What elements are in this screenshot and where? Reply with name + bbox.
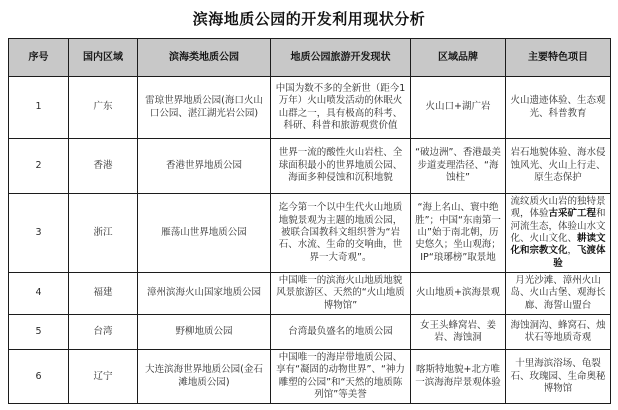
column-header: 滨海类地质公园 <box>138 39 271 77</box>
table-cell: 海蚀洞沟、蜂窝石、烛状石等地质奇观 <box>506 315 611 350</box>
table-cell: 5 <box>9 315 69 350</box>
table-row <box>9 194 611 273</box>
column-header: 序号 <box>9 39 69 77</box>
table-cell: 2 <box>9 139 69 194</box>
table-cell: 漳州滨海火山国家地质公园 <box>138 273 271 315</box>
table-cell: 浙江 <box>69 194 138 273</box>
table-cell: 6 <box>9 350 69 404</box>
table-cell: 流纹质火山岩的独特景观，体验古采矿工程和河流生态，体验山水文化、火山文化、耕读文化和宗教文化，飞渡体验 <box>506 194 611 273</box>
column-header: 国内区域 <box>69 39 138 77</box>
column-header: 区域品牌 <box>411 39 506 77</box>
table-cell: 火山口+湖广岩 <box>411 77 506 139</box>
table-row <box>9 77 611 139</box>
table-cell: 1 <box>9 77 69 139</box>
table-cell: 女王头蜂窝岩、姜岩、海蚀洞 <box>411 315 506 350</box>
table-cell: 中国唯一的滨海火山地质地貌风景旅游区、天然的“火山地质博物馆” <box>271 273 411 315</box>
table-cell: 雷琼世界地质公园(海口火山口公园、湛江湖光岩公园) <box>138 77 271 139</box>
table-body <box>9 77 611 404</box>
page-title: 滨海地质公园的开发利用现状分析 <box>192 10 426 28</box>
table-cell: 香港世界地质公园 <box>138 139 271 194</box>
table-cell: “破边洲”、香港最美步道麦理浩径、“海蚀柱” <box>411 139 506 194</box>
table-row <box>9 273 611 315</box>
column-header: 地质公园旅游开发现状 <box>271 39 411 77</box>
table-row <box>9 350 611 404</box>
table-cell: 香港 <box>69 139 138 194</box>
table-row <box>9 315 611 350</box>
table-cell: 十里海滨浴场、龟裂石、玫瑰园、生命奥秘博物馆 <box>506 350 611 404</box>
table-cell: 辽宁 <box>69 350 138 404</box>
table-cell: 世界一流的酸性火山岩柱、全球面积最小的世界地质公园、海面多种侵蚀和沉积地貌 <box>271 139 411 194</box>
table-cell: 台湾 <box>69 315 138 350</box>
table-cell: 雁荡山世界地质公园 <box>138 194 271 273</box>
table-cell: 野柳地质公园 <box>138 315 271 350</box>
table-cell: 福建 <box>69 273 138 315</box>
table-cell: 迄今第一个以中生代火山地质地貌景观为主题的地质公园，被联合国教科文组织誉为“岩石、水流、生命的交响曲，世界一大奇观”。 <box>271 194 411 273</box>
table-cell: 火山遗迹体验、生态观光、科普教育 <box>506 77 611 139</box>
table-cell: 火山地质+滨海景观 <box>411 273 506 315</box>
table-row <box>9 139 611 194</box>
table-cell: 4 <box>9 273 69 315</box>
table-cell: 大连滨海世界地质公园(金石滩地质公园) <box>138 350 271 404</box>
table-cell: 台湾最负盛名的地质公园 <box>271 315 411 350</box>
table-cell: 中国为数不多的全新世（距今1万年）火山喷发活动的休眠火山群之一，具有极高的科考、科研、科普和旅游观赏价值 <box>271 77 411 139</box>
header-row <box>9 39 611 77</box>
table-cell: 月光沙滩、漳州火山岛、火山古堡、观海长廊、海誓山盟台 <box>506 273 611 315</box>
geoparks-table <box>8 38 611 404</box>
table-cell: 广东 <box>69 77 138 139</box>
table-cell: 岩石地貌体验、海水侵蚀风光、火山上行走、原生态保护 <box>506 139 611 194</box>
table-cell: 喀斯特地貌+北方唯一滨海海岸景观体验 <box>411 350 506 404</box>
table-cell: 3 <box>9 194 69 273</box>
table-cell: 中国唯一的海岸带地质公园、享有“凝固的动物世界”、“神力雕塑的公园”和“天然的地质陈列馆”等美誉 <box>271 350 411 404</box>
table-cell: “海上名山、寰中绝胜”；中国“东南第一山”始于南北朝，历史悠久；坐山观海；IP“琅琊榜”取景地 <box>411 194 506 273</box>
column-header: 主要特色项目 <box>506 39 611 77</box>
